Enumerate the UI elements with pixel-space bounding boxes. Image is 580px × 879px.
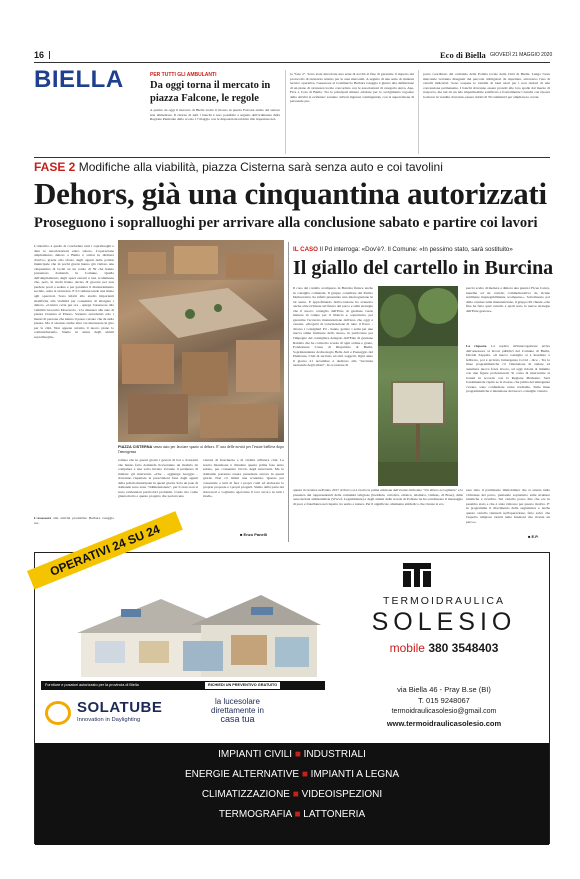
service-item: CLIMATIZZAZIONE xyxy=(201,789,290,800)
rooftops-illustration xyxy=(118,240,284,442)
services-block xyxy=(35,743,549,845)
main-col-1: L'obiettivo è quello di concludere tutti i sopralluoghi e dare le autorizzazioni entro sabato. L'operazione ampliamento dehors a Biella è ormai in dirittura d'arrivo, grazie allo sforzo degli agenti della polizia municipale che in pochi giorni hanno già visitato una cinquantina di locali su un totale di 59 che hanno presentato domanda in Comune. Quella dell'ampliamento degli spazi esterni è una scommessa che, però, in molti hanno deciso di giocare per non perdere posti a sedere e per garantire il distanziamento sociale, ossia la sicurezza. E il Comune tende una mano agli operatori. Sono infatti allo studio importanti modifiche alla viabilità per consentire di allargare i dehors. «L'unica certa per ora - spiega l'assessore alla viabilità Giacomo Moscarola - è la chiusura alle auto di piazza Cisterna al Piazzo. Saranno autorizzati solo i mezzi di persone che hanno il passo carraio che da sulla piazza. Ma ci saranno anche altre vie interessate in giro per la città. Non appena avremo il nuovo piano lo comunicheremo. Siamo in attesa degli ultimi sopralluoghi». xyxy=(34,244,114,339)
solatube-logo xyxy=(45,697,185,729)
company-website[interactable]: www.termoidraulicasolesio.com xyxy=(386,719,502,728)
service-row-2: ENERGIE ALTERNATIVE ■ IMPIANTI A LEGNA xyxy=(184,769,400,780)
photo-caption-text: senza auto per lasciare spazio ai dehors. E' una delle novità per l'estate biellese dopo l'emergenza xyxy=(118,445,284,454)
service-row-3: CLIMATIZZAZIONE ■ VIDEOISPEZIONI xyxy=(201,789,383,800)
side-col-1a: Il caso del cartello scomparso in Burcina finisce anche in consiglio comunale. Il gruppo consiliare del Partito Democratico ha infatti presentato una interrogazione in tal senso. E approfittando dell'occasione ha avanzato anche altre richieste sul futuro del parco e sulle strategie che il nuovo consiglio dell'Ente di gestione vuole mettere in campo per il rilancio e, soprattutto, per garantire l'accurata manutenzione dell'area che oggi è carente. «Progetti di valorizzazione di tutto il Parco - dicono i consiglieri Pd - hanno gettato i semi per una nuova stima fruizione dello stesso, in particolare per l'impegno del consigliere delegato dell'Ente di gestione Rabella che ha coinvolto scuole di ogni ordine e grado, Fondazione Cassa di Risparmio di Biella, Soprintendenza Archeologia Belle Arti e Paesaggio del Piemonte, Club di servizio ed altri soggetti. Ogni anno il giorno 21 novembre è dedicato alla "Giornata nazionale degli alberi". In occasione di xyxy=(293,286,373,368)
piazza-cisterna-photo xyxy=(118,240,284,442)
main-col-1-tail xyxy=(34,516,114,530)
top-rule-1 xyxy=(285,70,286,154)
fase-line xyxy=(34,160,443,174)
top-title: Da oggi torna il mercato in piazza Falcone, le regole xyxy=(150,80,271,104)
header-divider-left xyxy=(49,51,50,59)
top-kicker: PER TUTTI GLI AMBULANTI xyxy=(150,72,217,78)
park-sign-illustration xyxy=(378,286,458,486)
side-reply-b: zare tutto il patrimonio immobiliare che si attesta nelle vicinanze del parco, puntando soprattutto sulle strutture turistiche e ricettive. Sul cartello posso dire che era in pessimo stato e che è stato rimosso per questo motivo. E' in programma il rifacimento della segnaletica e anche questo cartello rientrerà nell'operazione, fatto salvo che l'aspetto religioso rientri nelle funzioni che riveste un parco». xyxy=(466,488,550,524)
company-phone: T. 015 9248067 xyxy=(418,696,470,705)
service-row-1: IMPIANTI CIVILI ■ INDUSTRIALI xyxy=(218,749,366,760)
top-col-3: posto coordinato dal comando della Polizia locale della Città di Biella. Lungo l'area mercatale verranno disegnati dei percorsi obbligatori da rispettare, attraverso l'uso di cartelli indicativi. Sono sospese le vendite di beni usati per i non titolari di una concessione permanente. I banchi dovranno essere protetti alle loro spalle dal mezzo di trasporto, ma lati da un telo impermeabile sanificato e frontalmente i banchi con riposta la merce in vendita dovranno essere ridotti di 50 centimetri per ampliare le corsie. xyxy=(423,72,550,99)
mobile-number: 380 3548403 xyxy=(428,641,499,655)
lucesolare-line-1: la lucesolare xyxy=(215,697,260,706)
ad-illustration-caption: Forniture e posatori autorizzato per la provincia di Biella xyxy=(45,683,139,687)
top-col-1: A partire da oggi il mercato di Biella vedrà il ritorno in piazza Falcone anche del settore non alimentare. Il ritorno di tutti i banchi è reso possibile a seguito dell'ordinanza della Regione Piemonte dello scorso 17 maggio con le disposizioni relative alle riaperture nel- xyxy=(150,108,280,122)
company-address: via Biella 46 - Pray B.se (BI) xyxy=(397,685,491,694)
service-row-4: TERMOGRAFIA ■ LATTONERIA xyxy=(218,809,366,820)
company-name-main: SOLESIO xyxy=(371,608,517,636)
service-item: IMPIANTI A LEGNA xyxy=(310,769,400,780)
main-headline: Dehors, già una cinquantina autorizzati xyxy=(34,176,547,211)
side-title: Il giallo del cartello in Burcina xyxy=(293,257,554,279)
main-subheadline: Proseguono i sopralluoghi per arrivare alla conclusione sabato e partire coi lavori xyxy=(34,215,538,231)
side-reply-a xyxy=(466,344,550,486)
side-kicker-text: Il Pd interroga: «Dov'è?. Il Comune: «In pessimo stato, sarà sostituito» xyxy=(319,246,513,253)
service-item: IMPIANTI CIVILI xyxy=(218,749,293,760)
main-col-3: ventata di freschezza e di vitalità all'intera città. La nostra intenzione è chiudere questa prima fase entro sabato, per consentire l'avvio degli interventi. Ma le domande potranno essere presentate ancora in questi giorni. Non c'è infatti una scadenza. Questo per consentire a tutti di fare i propri conti ed elaborare le proprie proposte e i propri progetti. Siamo dalla parte dei ristoratori e vogliamo agevolare il loro lavoro in tutti i modi». xyxy=(203,458,284,499)
side-byline: ■ E.P. xyxy=(528,534,539,539)
photo-caption xyxy=(118,445,284,455)
side-kicker-label: IL CASO xyxy=(293,246,318,253)
side-col-2: perciò scelto di mettere a dimora una pianta i Ficus Carica, insieme ad un cartello commemorativo da alcune settimane inspiegabilmente scomparso». Sottolineato poi delle carenze sulla manutenzione, il gruppo Pd chiede «che fine ha fatto quel cartello e quali sono le nuove strategie dell'Ente gestore». xyxy=(466,286,551,313)
page-number: 16 xyxy=(34,50,45,60)
service-item: ENERGIE ALTERNATIVE xyxy=(184,769,300,780)
lucesolare-text xyxy=(211,698,264,724)
solatube-brand: SOLATUBE xyxy=(77,699,163,716)
section-title: BIELLA xyxy=(34,66,124,93)
side-reply-label: La risposta. xyxy=(466,344,488,348)
side-col-1b: questa ricorrenza nell'anno 2017 al Parco si è svolta la prima edizione dell'evento intitolato "Un albero accogliente" e la presenza dei rappresentanti delle comunità religiose (buddista, cattolica, ebraica, islamica, valdese, di Bose), delle associazioni ambientaliste (Wwwf, Legambiente) e degli alunni delle scuole di Pollone ne ha sottolineato il messaggio di pace e fratellanza nel rispetto tra uomo e natura. Per il significato altamente simbolico che riveste si era xyxy=(293,488,463,506)
solatube-icon xyxy=(45,701,71,725)
main-byline: ■ Enzo Panelli xyxy=(240,532,268,537)
mobile-label: mobile xyxy=(389,641,425,655)
top-strip-rule xyxy=(34,157,550,158)
top-col-2: la "fase 2". Sono state introdotte una serie di novità al fine di garantire il rispetto del protocollo di sicurezza redatto per le aree mercatali. A seguito di una serie di riunioni tecnico operative, l'assessore al Commercio Barbara Greggio è giunto alla definizione di un piano di sicurezza locale concordato con le associazioni di categoria Anva, Apa, Fiva e Coia di Biella. Tra le principali misure adottate per lo svolgimento regolare delle attività si evidenza: saranno attivati ingressi contingentati, con la supervisione di personale pre- xyxy=(290,72,414,104)
house-illustration xyxy=(41,585,325,681)
fase-label: FASE 2 xyxy=(34,160,76,174)
company-email[interactable]: termoidraulicasolesio@gmail.com xyxy=(391,708,497,715)
side-reply-text-a: La replica all'interrogazione arriva dall'assessore ai lavori pubblici del Comune di Biella, Davide Zappalà. «Il nuovo consiglio si è insediato a febbraio, poi è arrivata l'emergenza Covid - dice - Tra le linee programmatiche c'è l'intenzione di andare ad assumere nuova forza lavoro, ad oggi ridotta al minimo con due figure professionali. Si conta di intervenire ai trattati in accordo con la Regione Piemonte. Sarà fondamentale capire se le risorse, che prima del emergenza c'erano, sono confermate come crediamo. Sulle linee programmatiche è intenzione del nuovo consiglio valoriz- xyxy=(466,344,550,394)
service-item: INDUSTRIALI xyxy=(303,749,366,760)
company-logo-icon xyxy=(403,563,431,587)
side-kicker xyxy=(293,246,550,253)
quote-badge: RICHIEDI UN PREVENTIVO GRATUITO xyxy=(205,682,280,689)
header-rule xyxy=(34,62,550,63)
main-col-2: tolinea che in questi giorni i gestori di bar e ristoranti che hanno fatto domanda riceveranno un modulo da compilare e una volta inviato avranno il permesso di iniziare gli interventi. «Che - aggiunge Greggio - dovranno rispettare le prescrizioni fatte dagli agenti della polizia municipale in questi giorni. Solo un paio di domande sono state "ridimensionate", per il resto non si sono evidenziati particolari problemi. Credo mo come giusta molto a questo progetto che porterà una xyxy=(118,458,198,499)
service-item: LATTONERIA xyxy=(303,809,366,820)
fase-text: Modifiche alla viabilità, piazza Cisterna sarà senza auto e coi tavolini xyxy=(78,160,443,174)
mobile-line xyxy=(337,641,551,655)
main-side-divider xyxy=(288,242,289,542)
service-item: VIDEOISPEZIONI xyxy=(301,789,383,800)
main-col-1-tail-label: L'assessore xyxy=(34,516,52,520)
service-item: TERMOGRAFIA xyxy=(218,809,292,820)
header-date: GIOVEDÌ 21 MAGGIO 2020 xyxy=(490,52,553,58)
newspaper-name: Eco di Biella xyxy=(440,50,486,60)
lucesolare-line-3: casa tua xyxy=(220,714,255,724)
top-rule-2 xyxy=(418,70,419,154)
photo-caption-label: PIAZZA CISTERNA xyxy=(118,445,153,449)
lucesolare-line-2: direttamente in xyxy=(211,705,264,715)
main-col-1-tail-text: alle attività produttive Barbara Greggio sot- xyxy=(34,516,114,525)
solatube-tagline: Innovation in Daylighting xyxy=(77,717,141,723)
company-name-top: TERMOIDRAULICA xyxy=(383,595,505,607)
operativi-ribbon: OPERATIVI 24 SU 24 xyxy=(27,511,183,589)
burcina-photo xyxy=(378,286,458,486)
